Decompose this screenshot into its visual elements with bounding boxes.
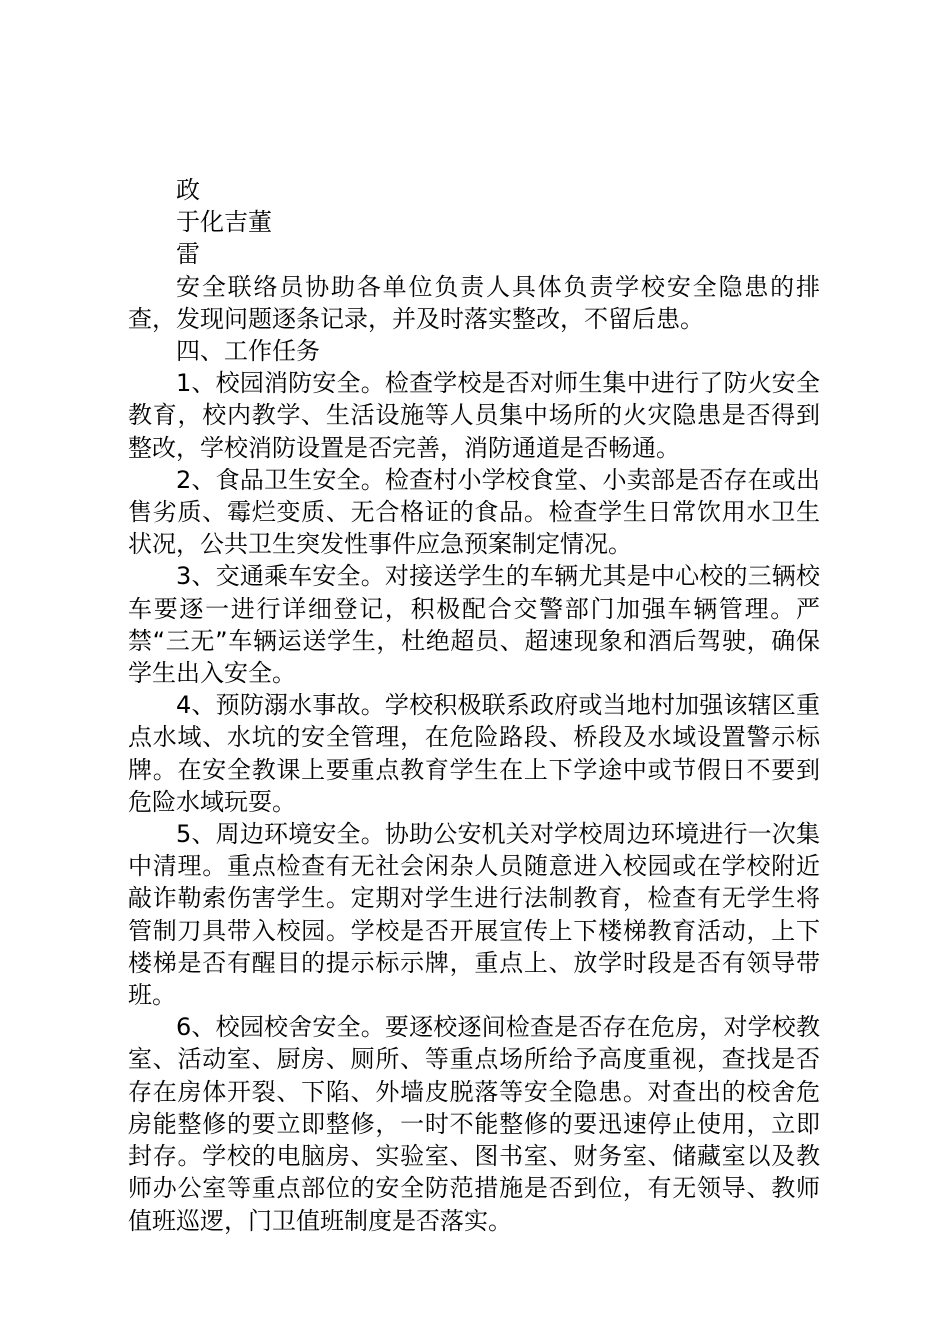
paragraph-surroundings-safety: 5、周边环境安全。协助公安机关对学校周边环境进行一次集中清理。重点检查有无社会闲杂人员随意进入校园或在学校附近敲诈勒索伤害学生。定期对学生进行法制教育，检查有无学生将管制刀具带入校园。学校是否开展宣传上下楼梯教育活动，上下楼梯是否有醒目的提示标示牌，重点上、放学时段是否有领导带班。	[128, 820, 820, 1010]
document-body	[128, 174, 820, 1237]
name-line-zheng: 政	[176, 176, 200, 204]
paragraph-food-hygiene: 2、食品卫生安全。检查村小学校食堂、小卖部是否存在或出售劣质、霉烂变质、无合格证的食品。检查学生日常饮用水卫生状况，公共卫生突发性事件应急预案制定情况。	[128, 465, 820, 559]
paragraph-traffic-safety: 3、交通乘车安全。对接送学生的车辆尤其是中心校的三辆校车要逐一进行详细登记，积极配合交警部门加强车辆管理。严禁“三无”车辆运送学生，杜绝超员、超速现象和酒后驾驶，确保学生出入安全。	[128, 562, 820, 688]
paragraph-campus-buildings: 6、校园校舍安全。要逐校逐间检查是否存在危房，对学校教室、活动室、厨房、厕所、等重点场所给予高度重视，查找是否存在房体开裂、下陷、外墙皮脱落等安全隐患。对查出的校舍危房能整修的要立即整修，一时不能整修的要迅速停止使用，立即封存。学校的电脑房、实验室、图书室、财务室、储藏室以及教师办公室等重点部位的安全防范措施是否到位，有无领导、教师值班巡逻，门卫值班制度是否落实。	[128, 1013, 820, 1235]
name-line-yu-hua-ji-dong: 于化吉董	[176, 208, 272, 237]
paragraph-fire-safety: 1、校园消防安全。检查学校是否对师生集中进行了防火安全教育，校内教学、生活设施等人员集中场所的火灾隐患是否得到整改，学校消防设置是否完善，消防通道是否畅通。	[128, 369, 820, 462]
section-heading-work-tasks: 四、工作任务	[176, 337, 320, 366]
paragraph-drowning-prevention: 4、预防溺水事故。学校积极联系政府或当地村加强该辖区重点水域、水坑的安全管理，在危险路段、桥段及水域设置警示标牌。在安全教课上要重点教育学生在上下学途中或节假日不要到危险水域玩耍。	[128, 691, 820, 816]
name-line-lei: 雷	[176, 240, 200, 269]
paragraph-safety-liaison: 安全联络员协助各单位负责人具体负责学校安全隐患的排查，发现问题逐条记录，并及时落实整改，不留后患。	[128, 272, 820, 333]
